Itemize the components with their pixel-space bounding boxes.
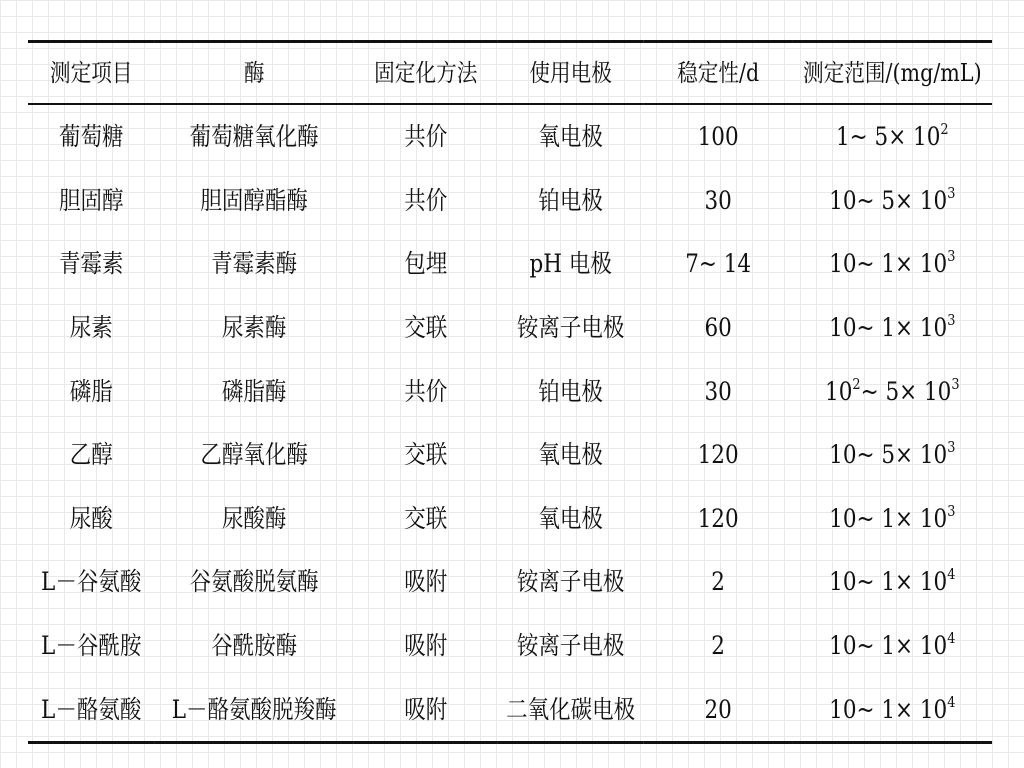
cell-item: 磷脂	[69, 376, 113, 406]
cell-electrode: 铵离子电极	[516, 631, 625, 661]
range-main: 10~ 1× 10	[829, 694, 948, 724]
cell-range	[793, 487, 993, 551]
cell-stability: 2	[711, 631, 725, 661]
cell-item: 尿素	[69, 313, 113, 343]
cell-range	[793, 169, 993, 233]
cell-enzyme: 葡萄糖氧化酶	[189, 122, 319, 152]
cell-electrode: 铵离子电极	[516, 313, 625, 343]
range-prefix: 10	[825, 376, 853, 406]
cell-range	[793, 677, 993, 742]
range-exponent: 3	[947, 501, 956, 520]
cell-method: 吸附	[404, 631, 448, 661]
range-exponent: 4	[947, 692, 956, 711]
cell-item: L－谷酰胺	[41, 631, 142, 661]
cell-range	[793, 614, 993, 678]
range-main: 10~ 1× 10	[829, 503, 948, 533]
cell-enzyme: 尿酸酶	[221, 503, 287, 533]
cell-enzyme: 谷酰胺酶	[211, 631, 298, 661]
cell-electrode: 铂电极	[538, 376, 603, 406]
cell-stability: 120	[697, 440, 739, 470]
cell-range	[793, 359, 993, 423]
cell-stability: 2	[711, 567, 725, 597]
range-prefix-exponent: 2	[852, 374, 861, 393]
table-row	[28, 423, 992, 487]
table-row	[28, 296, 992, 360]
table-row	[28, 104, 992, 169]
cell-method: 吸附	[404, 567, 448, 597]
cell-method: 交联	[404, 313, 448, 343]
cell-method: 共价	[404, 185, 448, 215]
range-main: 10~ 1× 10	[829, 631, 948, 661]
range-exponent: 4	[947, 565, 956, 584]
table-row	[28, 169, 992, 233]
cell-stability: 7~ 14	[685, 249, 752, 279]
range-main: 10~ 5× 10	[829, 440, 948, 470]
cell-stability: 100	[697, 122, 739, 152]
cell-item: 葡萄糖	[58, 122, 124, 152]
range-exponent: 3	[947, 311, 956, 330]
cell-electrode: 铂电极	[538, 185, 603, 215]
cell-electrode: 氧电极	[538, 503, 603, 533]
cell-method: 交联	[404, 440, 448, 470]
range-exponent: 3	[951, 374, 960, 393]
header-stability: 稳定性/d	[677, 59, 760, 87]
range-main: 10~ 1× 10	[829, 567, 948, 597]
cell-enzyme: L－酪氨酸脱羧酶	[171, 694, 337, 724]
cell-stability: 20	[704, 694, 732, 724]
range-main: 1~ 5× 10	[835, 122, 941, 152]
range-exponent: 3	[947, 183, 956, 202]
cell-enzyme: 磷脂酶	[221, 376, 287, 406]
cell-electrode: 铵离子电极	[516, 567, 625, 597]
table-body	[28, 104, 992, 742]
range-main: ~ 5× 10	[860, 376, 952, 406]
range-main: 10~ 1× 10	[829, 249, 948, 279]
range-main: 10~ 1× 10	[829, 313, 948, 343]
cell-stability: 30	[704, 376, 732, 406]
table-row	[28, 677, 992, 742]
cell-enzyme: 谷氨酸脱氨酶	[189, 567, 319, 597]
cell-item: 胆固醇	[58, 185, 124, 215]
header-range: 测定范围/(mg/mL)	[802, 59, 982, 87]
range-exponent: 2	[940, 120, 949, 139]
range-exponent: 3	[947, 247, 956, 266]
table-header-row	[28, 42, 992, 105]
table-row	[28, 550, 992, 614]
cell-item: 尿酸	[69, 503, 113, 533]
range-exponent: 3	[947, 438, 956, 457]
cell-electrode: 氧电极	[538, 122, 603, 152]
cell-item: L－酪氨酸	[41, 694, 142, 724]
cell-stability: 120	[697, 503, 739, 533]
cell-item: 青霉素	[58, 249, 124, 279]
cell-item: 乙醇	[69, 440, 113, 470]
cell-method: 共价	[404, 376, 448, 406]
cell-range	[793, 104, 993, 169]
table-row	[28, 614, 992, 678]
cell-method: 吸附	[404, 694, 448, 724]
cell-range	[793, 550, 993, 614]
cell-enzyme: 尿素酶	[221, 313, 287, 343]
cell-range	[793, 296, 993, 360]
table-row	[28, 232, 992, 296]
cell-method: 包埋	[404, 249, 448, 279]
range-exponent: 4	[947, 629, 956, 648]
header-item: 测定项目	[49, 59, 133, 87]
cell-stability: 60	[704, 313, 732, 343]
table-row	[28, 359, 992, 423]
enzyme-electrode-table	[28, 40, 992, 744]
cell-stability: 30	[704, 185, 732, 215]
range-main: 10~ 5× 10	[829, 185, 948, 215]
header-electrode: 使用电极	[529, 59, 612, 87]
cell-electrode: 二氧化碳电极	[506, 694, 636, 724]
cell-method: 共价	[404, 122, 448, 152]
cell-method: 交联	[404, 503, 448, 533]
cell-enzyme: 青霉素酶	[211, 249, 298, 279]
cell-enzyme: 乙醇氧化酶	[200, 440, 308, 470]
cell-electrode: pH 电极	[529, 249, 612, 279]
cell-item: L－谷氨酸	[41, 567, 142, 597]
cell-electrode: 氧电极	[538, 440, 603, 470]
header-method: 固定化方法	[374, 59, 478, 87]
header-enzyme: 酶	[243, 59, 265, 87]
cell-range	[793, 232, 993, 296]
cell-range	[793, 423, 993, 487]
table-row	[28, 487, 992, 551]
cell-enzyme: 胆固醇酯酶	[200, 185, 308, 215]
